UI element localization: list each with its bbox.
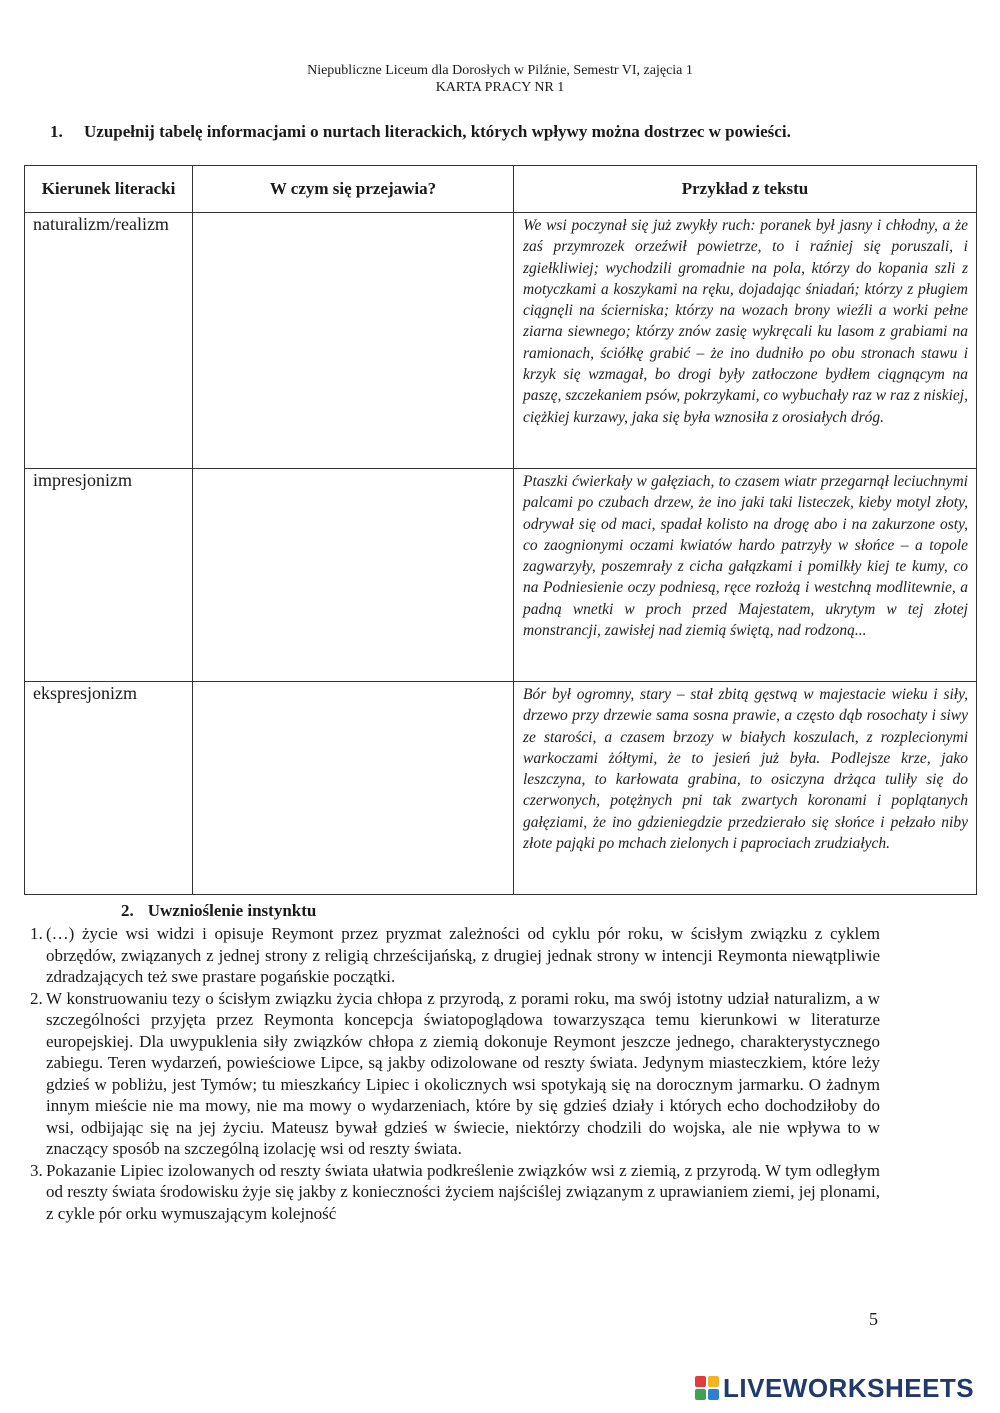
answer-field[interactable] xyxy=(193,469,514,682)
point-text: (…) życie wsi widzi i opisuje Reymont przez pryzmat zależności od cyklu pór roku, w ścisłym związku z cyklem obrzędów, związanych z jednej strony z religią chrześcijańską, z drugiej jednak strony w intencji Reymonta niewątpliwie zdradzających też swe prastare pogańskie początki. xyxy=(46,924,880,986)
point-text: Pokazanie Lipiec izolowanych od reszty świata ułatwia podkreślenie związków wsi z ziemią, z przyrodą. W tym odległym od reszty świata środowisku żyje się jakby z konieczności życiem najściślej związanym z uprawianiem ziemi, jej plonami, z cykle pór orku wymuszającym kolejność xyxy=(46,1160,880,1223)
table-row xyxy=(25,682,977,895)
direction-cell: naturalizm/realizm xyxy=(25,213,193,469)
list-item xyxy=(30,923,880,988)
page-number: 5 xyxy=(869,1309,878,1329)
answer-field[interactable] xyxy=(193,682,514,895)
document-header xyxy=(0,62,1000,96)
table-header-row xyxy=(25,166,977,213)
example-text: Bór był ogromny, stary – stał zbitą gęstwą w majestacie wieku i siły, drzewo przy drzewie sama sosna prawie, a często dąb rosochaty i siwy ze starości, a czasem brzozy w białych koszulach, z rozplecionymi warkoczami żółtymi, że to jesień już była. Podlejsze krze, jako leszczyna, to karłowata grabina, to osiczyna drżąca tuliły się do czerwonych, potężnych pni tak zwartych koronami i poplątanych gałęziami, że ino gdzieniegdzie przedzierało się słońce i pełzało niby złote pająki po mchach zielonych i paprociach zrudziałych. xyxy=(514,682,977,895)
liveworksheets-logo xyxy=(695,1373,974,1403)
task-1-text: Uzupełnij tabelę informacjami o nurtach literackich, których wpływy można dostrzec w powieści. xyxy=(84,122,791,141)
task-2-number: 2. xyxy=(121,901,134,920)
example-text: Ptaszki ćwierkały w gałęziach, to czasem wiatr przegarnął leciuchnymi palcami po czubach drzew, że ino jaki taki listeczek, kieby motyl złoty, odrywał się od maci, spadał kolisto na drogę abo i na zakurzone osty, co zaognionymi oczami kwiatów hardo patrzyły w słońce – a topole zagwarzyły, poszemrały z cicha gałązkami i pomilkły kiej te kumy, co na Podniesienie oczy podniesą, ręce rozłożą i westchną modlitewnie, a padną wnetki w proch przed Majestatem, ukrytym w tej złotej monstrancji, zawisłej nad ziemią świętą, nad rodzoną... xyxy=(514,469,977,682)
task-2-title: Uwznioślenie instynktu xyxy=(147,901,317,920)
liveworksheets-logo-text: LIVEWORKSHEETS xyxy=(723,1372,975,1403)
task-1-instruction xyxy=(50,122,870,141)
answer-field[interactable] xyxy=(193,213,514,469)
header-card-title: KARTA PRACY NR 1 xyxy=(435,80,565,95)
literary-trends-table xyxy=(24,165,977,895)
point-text: W konstruowaniu tezy o ścisłym związku życia chłopa z przyrodą, z porami roku, ma swój istotny udział naturalizm, a w szczególności przyjęta przez Reymonta koncepcja światopoglądowa towarzysząca temu kierunkowi w literaturze europejskiej. Dla uwypuklenia siły związków chłopa z ziemią dokonuje Reymont jeszcze jednego, charakterystycznego zabiegu. Teren wydarzeń, powieściowe Lipce, są jakby odizolowane od reszty świata. Jedynym miasteczkiem, które leży gdzieś w pobliżu, jest Tymów; tu mieszkańcy Lipiec i okolicznych wsi spotykają się na dorocznym jarmarku. O żadnym innym mieście nie ma mowy, nie ma mowy o wydarzeniach, które by się gdzieś działy i których echo dochodziłoby do wsi, odbijając się na jej życiu. Mateusz bywał gdzieś w świecie, niektórzy chodzili do wojska, ale nie wpływa to w znaczący sposób na szczególną izolację wsi od reszty świata. xyxy=(46,988,880,1158)
list-item xyxy=(30,1160,880,1225)
direction-cell: impresjonizm xyxy=(25,469,193,682)
points-list xyxy=(30,923,880,1224)
table-row xyxy=(25,213,977,469)
header-school-line: Niepubliczne Liceum dla Dorosłych w Pilźnie, Semestr VI, zajęcia 1 xyxy=(307,63,693,78)
point-number: 3. xyxy=(30,1160,43,1180)
example-text: We wsi poczynał się już zwykły ruch: poranek był jasny i chłodny, a że zaś przymrozek orzeźwił powietrze, to i raźniej się poruszali, i zgiełkliwiej; wychodzili gromadnie na pola, którzy do kopania szli z motyczkami a koszykami na ręku, dojadając śniadań; którzy z pługiem ciągnęli na ścierniska; którzy na wozach brony wieźli a worki pełne ziarna siewnego; którzy znów zasię wykręcali ku lasom z grabiami na ramionach, ściółkę grabić – że ino dudniło po obu stronach stawu i krzyk się wzmagał, bo drogi były zatłoczone bydłem ciągnącym na paszę, szczekaniem psów, pokrzykami, co wybuchały raz w raz z niskiej, ciężkiej kurzawy, jaka się była wznosiła z orosiałych dróg. xyxy=(514,213,977,469)
header-example: Przykład z tekstu xyxy=(514,166,977,213)
liveworksheets-logo-icon xyxy=(695,1376,719,1400)
header-manifestation: W czym się przejawia? xyxy=(193,166,514,213)
point-number: 1. xyxy=(30,924,43,943)
header-direction: Kierunek literacki xyxy=(25,166,193,213)
point-number: 2. xyxy=(30,988,43,1008)
direction-cell: ekspresjonizm xyxy=(25,682,193,895)
table-row xyxy=(25,469,977,682)
list-item xyxy=(30,988,880,1160)
task-2-heading xyxy=(121,901,316,921)
task-1-number: 1. xyxy=(50,122,63,141)
